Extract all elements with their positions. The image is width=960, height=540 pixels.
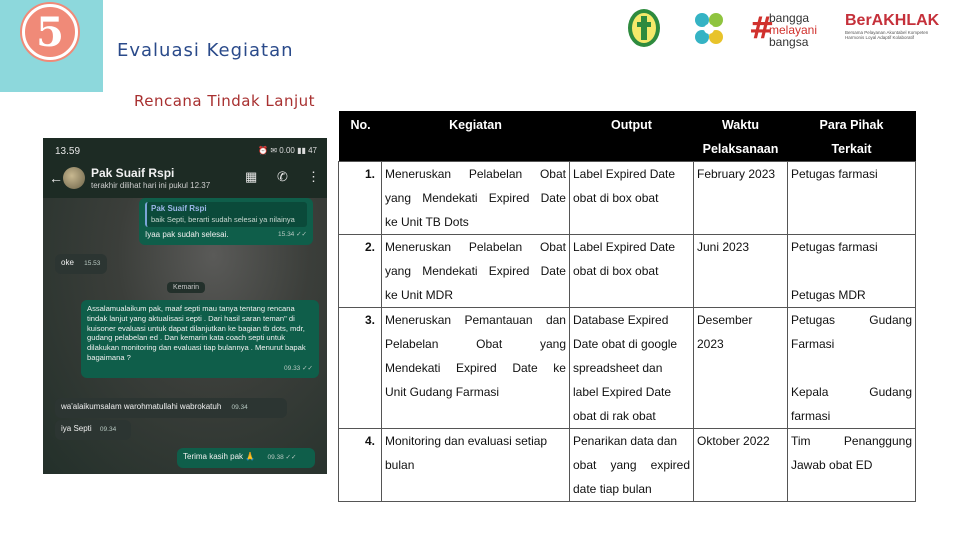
- col-header-waktu: Waktu Pelaksanaan: [694, 111, 788, 162]
- cell-pihak: Petugas Gudang Farmasi Kepala Gudang farmasi: [788, 308, 916, 429]
- date-chip: Kemarin: [167, 282, 205, 293]
- message-bubble: Terima kasih pak 🙏 09.38 ✓✓: [177, 448, 315, 468]
- cell-no: 3.: [339, 308, 382, 429]
- badge-circle: [22, 4, 78, 60]
- berakhlak-logo: BerAKHLAK Bersama Pelayanan Akuntabel Kompeten Harmonis Loyal Adaptif Kolaboratif: [845, 12, 940, 40]
- table-row: [339, 162, 916, 235]
- quoted-message: Pak Suaif Rspi baik Septi, berarti sudah selesai ya nilainya: [145, 202, 307, 227]
- chat-header: [43, 160, 327, 198]
- add-call-icon[interactable]: ✆: [277, 169, 288, 184]
- col-header-output: Output: [570, 111, 694, 162]
- contact-name[interactable]: Pak Suaif Rspi: [91, 166, 175, 180]
- bangga-melayani-bangsa-logo: # bangga melayani bangsa: [749, 11, 818, 49]
- message-bubble: wa'alaikumsalam warohmatullahi wabrokatuh 09.34: [55, 398, 287, 418]
- status-icons: ⏰ ✉ 0.00 ▮▮ 47: [258, 146, 317, 155]
- cell-no: 1.: [339, 162, 382, 235]
- message-bubble: oke 15.53: [55, 254, 107, 274]
- cell-kegiatan: Monitoring dan evaluasi setiap bulan: [382, 429, 570, 502]
- cell-waktu: Juni 2023: [694, 235, 788, 308]
- badge-number: 5: [36, 8, 64, 56]
- cell-output: Database Expired Date obat di google spreadsheet dan label Expired Date obat di rak obat: [570, 308, 694, 429]
- table-row: [339, 429, 916, 502]
- more-options-icon[interactable]: ⋮: [307, 169, 320, 184]
- cell-output: Penarikan data dan obat yang expired date tiap bulan: [570, 429, 694, 502]
- cell-output: Label Expired Date obat di box obat: [570, 235, 694, 308]
- contact-status: terakhir dilihat hari ini pukul 12.37: [91, 181, 211, 190]
- table-row: [339, 235, 916, 308]
- table-header-row: [339, 111, 916, 162]
- cell-no: 4.: [339, 429, 382, 502]
- back-arrow-icon[interactable]: ←: [49, 170, 63, 186]
- kemenkes-logo: [690, 10, 728, 48]
- shop-icon[interactable]: ▦: [245, 169, 258, 184]
- cell-waktu: Desember 2023: [694, 308, 788, 429]
- rtl-table: [338, 111, 915, 502]
- cell-pihak: Petugas farmasi Petugas MDR: [788, 235, 916, 308]
- status-time: 13.59: [55, 146, 81, 157]
- cell-output: Label Expired Date obat di box obat: [570, 162, 694, 235]
- message-bubble: iya Septi 09.34: [55, 420, 131, 440]
- cell-pihak: Petugas farmasi: [788, 162, 916, 235]
- col-header-kegiatan: Kegiatan: [382, 111, 570, 162]
- page-subtitle: Rencana Tindak Lanjut: [134, 92, 316, 110]
- message-bubble: Assalamualaikum pak, maaf septi mau tanya tentang rencana tindak lanjut yang aktualisasi septi . Dari hasil saran teman" di kuisoner evaluasi untuk dapat dilanjutkan ke bagian tb dots, mdr, gudang pelabelan ed . Dan kemarin kata coach septi untuk dilakukan monitoring dan evaluasi tiap bulannya . Menurut bapak bagaimana ? 09.33 ✓✓: [81, 300, 319, 378]
- cell-waktu: February 2023: [694, 162, 788, 235]
- cell-waktu: Oktober 2022: [694, 429, 788, 502]
- cell-pihak: Tim Penanggung Jawab obat ED: [788, 429, 916, 502]
- section-badge: [0, 0, 103, 92]
- institution-logo: [627, 8, 661, 48]
- table-row: [339, 308, 916, 429]
- avatar[interactable]: [63, 167, 85, 189]
- cell-kegiatan: Meneruskan Pelabelan Obat yang Mendekati Expired Date ke Unit TB Dots: [382, 162, 570, 235]
- col-header-pihak: Para Pihak Terkait: [788, 111, 916, 162]
- whatsapp-screenshot: [43, 138, 327, 474]
- page-title: Evaluasi Kegiatan: [117, 40, 294, 61]
- col-header-no: No.: [339, 111, 382, 162]
- cell-kegiatan: Meneruskan Pelabelan Obat yang Mendekati Expired Date ke Unit MDR: [382, 235, 570, 308]
- status-bar: [43, 138, 327, 160]
- message-bubble: Pak Suaif Rspi baik Septi, berarti sudah selesai ya nilainya Iyaa pak sudah selesai. 15.34 ✓✓: [139, 198, 313, 245]
- cell-kegiatan: Meneruskan Pemantauan dan Pelabelan Obat yang Mendekati Expired Date ke Unit Gudang Farmasi: [382, 308, 570, 429]
- cell-no: 2.: [339, 235, 382, 308]
